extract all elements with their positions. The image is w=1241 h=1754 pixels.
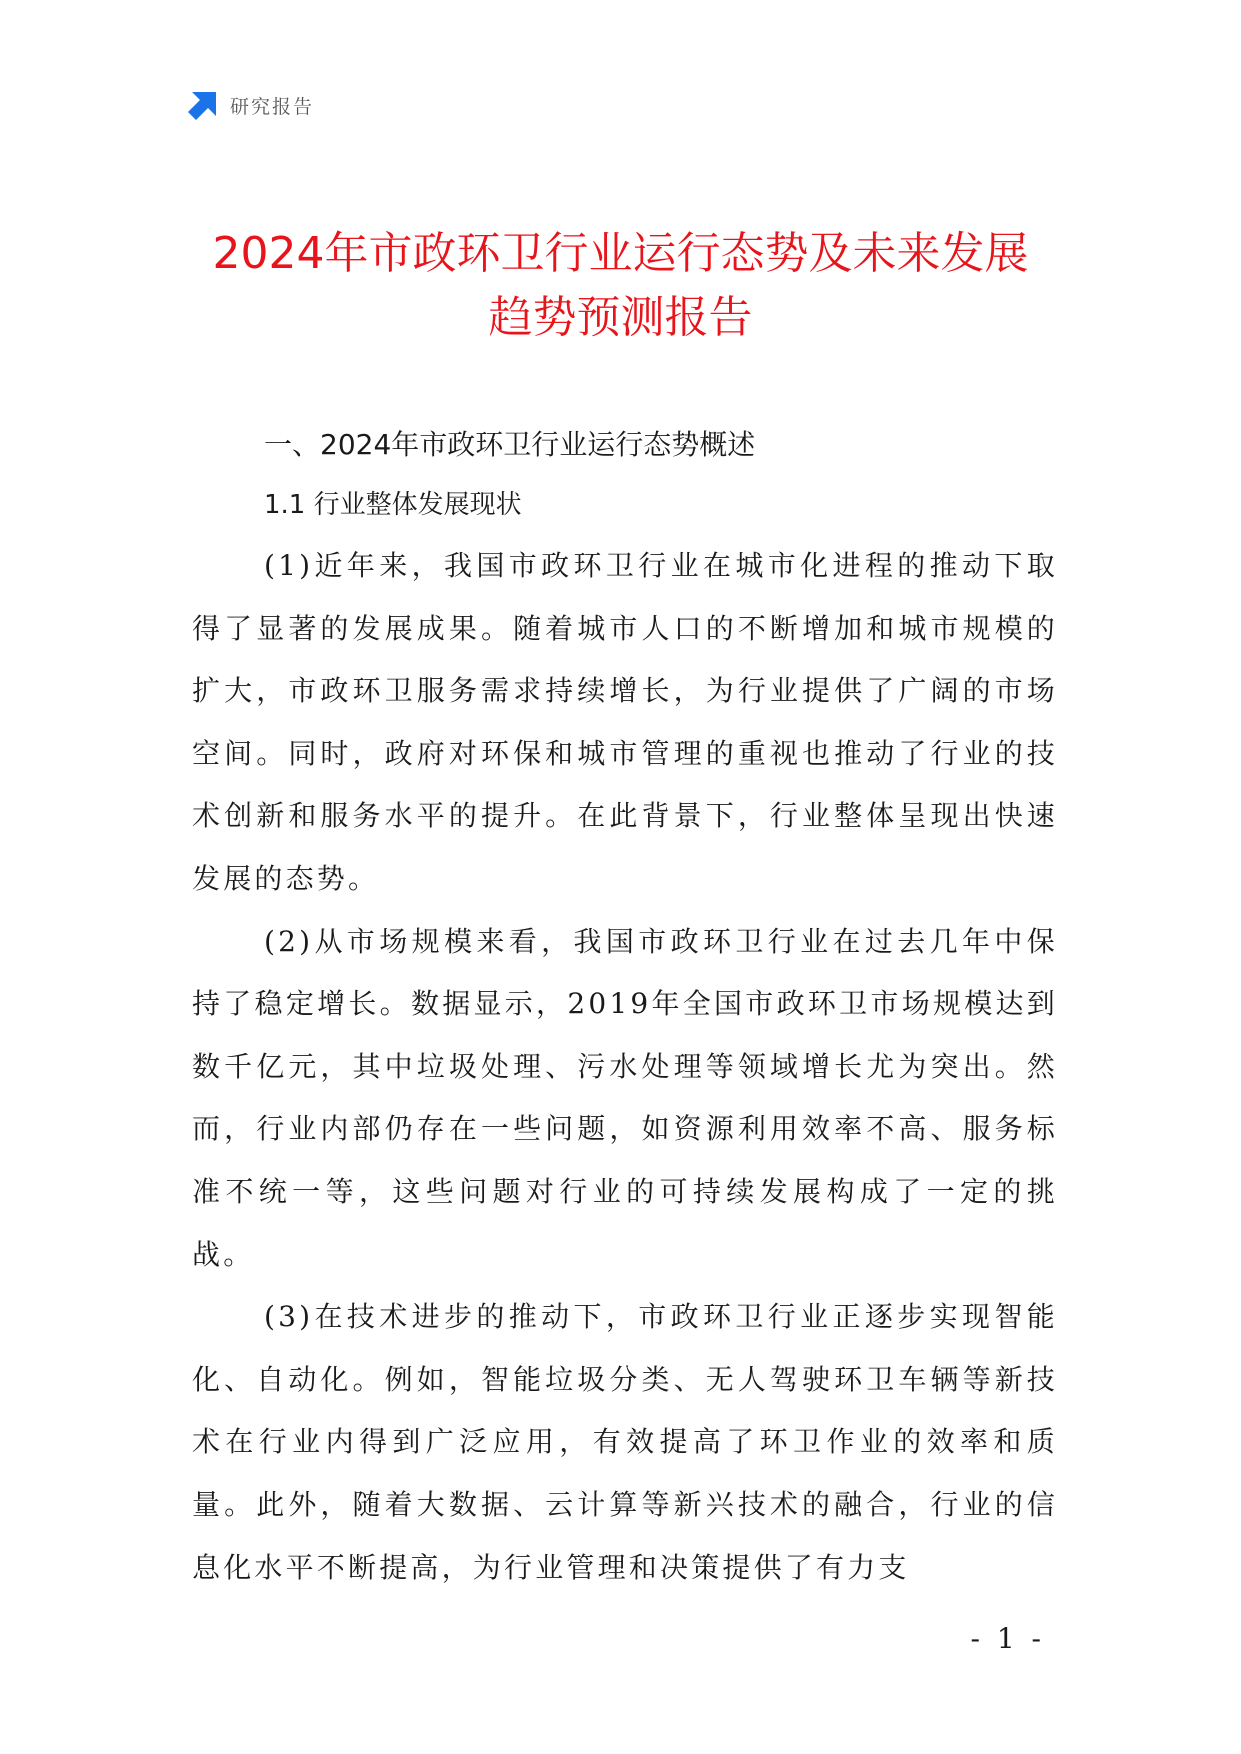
subsection-heading: 1.1 行业整体发展现状 xyxy=(264,490,522,520)
document-header xyxy=(188,90,314,120)
paragraph-3: (3)在技术进步的推动下，市政环卫行业正逐步实现智能化、自动化。例如，智能垃圾分类、无人驾驶环卫车辆等新技术在行业内得到广泛应用，有效提高了环卫作业的效率和质量。此外，随着大数据、云计算等新兴技术的融合，行业的信息化水平不断提高，为行业管理和决策提供了有力支 xyxy=(192,1300,1058,1584)
document-body xyxy=(192,415,1058,1599)
page-number: - 1 - xyxy=(970,1622,1045,1655)
header-label: 研究报告 xyxy=(230,95,315,118)
title-line-2: 趋势预测报告 xyxy=(488,292,753,343)
paragraph-2: (2)从市场规模来看，我国市政环卫行业在过去几年中保持了稳定增长。数据显示，2019年全国市政环卫市场规模达到数千亿元，其中垃圾处理、污水处理等领域增长尤为突出。然而，行业内部仍存在一些问题，如资源利用效率不高、服务标准不统一等，这些问题对行业的可持续发展构成了一定的挑战。 xyxy=(192,924,1058,1271)
arrow-up-right-icon xyxy=(188,90,218,120)
section-heading: 一、2024年市政环卫行业运行态势概述 xyxy=(264,428,756,461)
title-line-1: 2024年市政环卫行业运行态势及未来发展 xyxy=(212,228,1029,279)
paragraph-1: (1)近年来，我国市政环卫行业在城市化进程的推动下取得了显著的发展成果。随着城市人口的不断增加和城市规模的扩大，市政环卫服务需求持续增长，为行业提供了广阔的市场空间。同时，政府对环保和城市管理的重视也推动了行业的技术创新和服务水平的提升。在此背景下，行业整体呈现出快速发展的态势。 xyxy=(192,549,1058,895)
document-title xyxy=(150,222,1091,350)
